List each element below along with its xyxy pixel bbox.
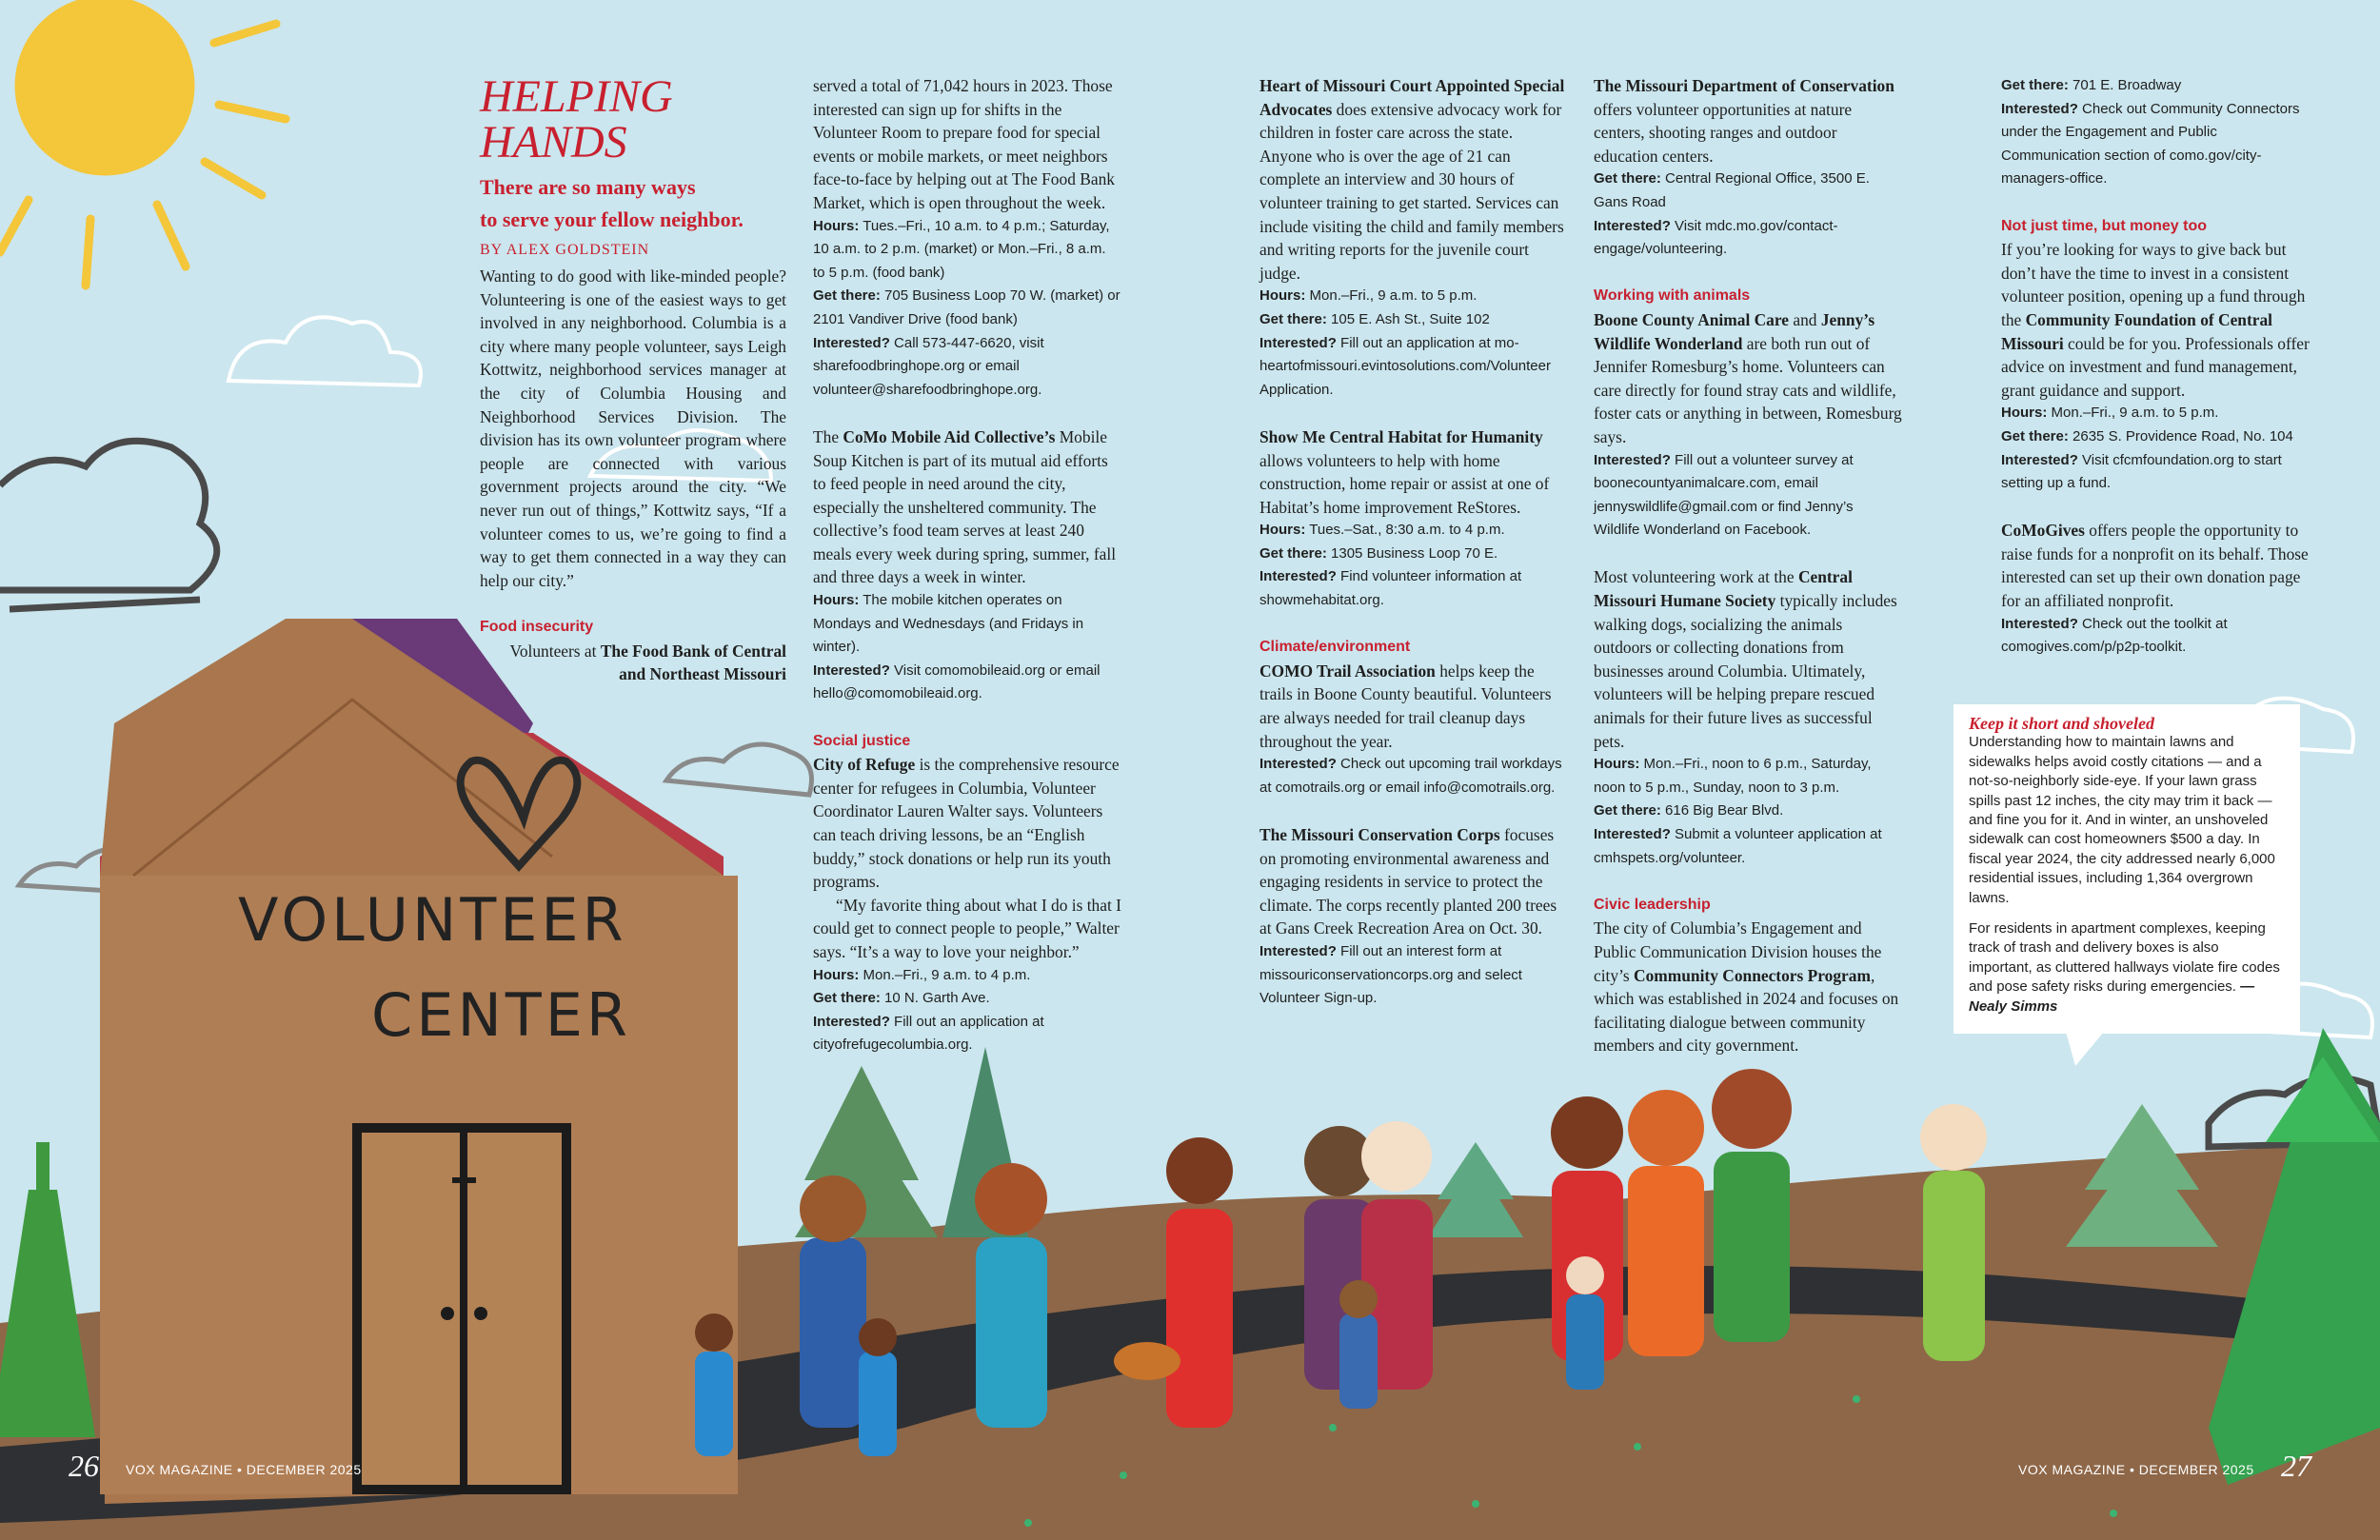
- food-bank-name: The Food Bank of Central and Northeast Missouri: [600, 641, 786, 684]
- food-bank-body: served a total of 71,042 hours in 2023. Those interested can sign up for shifts in the Volunteer Room to prepare food for special events or mobile markets, or meet neighbors face-to-face by helping out at The Food Bank Market, which is open throughout the week.: [813, 76, 1115, 212]
- interested-label: Interested?: [813, 334, 890, 351]
- refuge-get-there: [813, 987, 1121, 1011]
- humane-post: typically includes walking dogs, socializing the animals outdoors or collecting donations from businesses around Columbia. Ultimately, volunteers will be helping prepare rescued animals for their future lives as successful pets.: [1594, 591, 1897, 751]
- interested-label: Interested?: [1594, 217, 1671, 234]
- casa-hours: [1259, 285, 1566, 308]
- como-interested: [813, 660, 1121, 706]
- deck-line-2: to serve your fellow neighbor.: [480, 207, 744, 231]
- get-there-label: Get there:: [1259, 310, 1327, 327]
- gives-post: offers people the opportunity to raise funds for a nonprofit on its behalf. Those interested can set up their own donation page for an affiliated nonprofit.: [2001, 521, 2309, 611]
- hours-label: Hours:: [1259, 522, 1306, 539]
- refuge-hours: [813, 964, 1121, 988]
- interested-text: Visit comomobileaid.org or email hello@comomobileaid.org.: [813, 661, 1101, 702]
- get-there-label: Get there:: [813, 287, 881, 305]
- civic-paragraph: [1594, 917, 1902, 1057]
- habitat-hours: [1259, 519, 1566, 543]
- hours-text: The mobile kitchen operates on Mondays and Wednesdays (and Fridays in winter).: [813, 592, 1084, 656]
- interested-label: Interested?: [2001, 451, 2078, 468]
- interested-text: Visit cfcmfoundation.org to start setting up a fund.: [2001, 451, 2282, 492]
- gives-name: CoMoGives: [2001, 521, 2085, 541]
- habitat-post: allows volunteers to help with home construction, home repair or assist at one of Habitat’s home improvement ReStores.: [1259, 450, 1550, 517]
- interested-text: Fill out an application at mo-heartofmissouri.evintosolutions.com/Volunteer Application.: [1259, 334, 1551, 398]
- interested-text: Check out upcoming trail workdays at comotrails.org or email info@comotrails.org.: [1259, 756, 1562, 796]
- sidebar-paragraph-2-text: For residents in apartment complexes, keeping track of trash and delivery boxes is also important, as cluttered hallways violate fire codes and pose safety risks during emergencies.: [1969, 920, 2280, 996]
- money-name: Community Foundation of Central Missouri: [2001, 309, 2273, 353]
- money-pre: If you’re looking for ways to give back but don’t have the time to invest in a consistent volunteer position, opening up a fund through the: [2001, 240, 2306, 329]
- interested-label: Interested?: [1259, 942, 1337, 959]
- sidebar-title: Keep it short and shoveled: [1969, 714, 2155, 733]
- food-bank-interested: [813, 332, 1121, 403]
- interested-label: Interested?: [1259, 756, 1337, 773]
- get-there-label: Get there:: [1259, 544, 1327, 562]
- como-mobile-paragraph: [813, 425, 1121, 589]
- interested-text: Fill out an interest form at missouriconservationcorps.org and select Volunteer Sign-up.: [1259, 942, 1522, 1007]
- folio-left: VOX MAGAZINE • DECEMBER 2025: [126, 1462, 362, 1477]
- como-post: Mobile Soup Kitchen is part of its mutual aid efforts to feed people in need around the city, especially the unsheltered community. The collective’s food team serves at least 240 meals every week during spring, summer, fall and three days a week in winter.: [813, 426, 1117, 587]
- animal-and: and: [1789, 309, 1821, 329]
- money-interested: [2001, 449, 2310, 496]
- refuge-paragraph: [813, 753, 1121, 894]
- title-line-1: HELPING: [480, 71, 673, 122]
- hours-label: Hours:: [813, 966, 860, 983]
- como-hours: [813, 589, 1121, 660]
- sun-drawing: [0, 0, 286, 286]
- intro-paragraph: Wanting to do good with like-minded people? Volunteering is one of the easiest ways to get involved in any neighborhood. Columbia is a city where many people volunteer, says Leigh Kottwitz, neighborhood services manager at the city of Columbia Housing and Neighborhood Services Division. The division has its own volunteer program where people are connected with various government projects around the city. “We never run out of things,” Kottwitz says, “If a volunteer comes to us, we’re going to find a way to get them connected in a way they can help our city.”: [480, 267, 786, 590]
- animal-interested: [1594, 449, 1902, 543]
- refuge-interested: [813, 1011, 1121, 1057]
- section-head-food-insecurity: Food insecurity: [480, 618, 594, 635]
- trail-paragraph: [1259, 660, 1566, 753]
- get-there-text: 616 Big Bear Blvd.: [1660, 802, 1784, 819]
- hours-label: Hours:: [2001, 405, 2048, 422]
- habitat-interested: [1259, 565, 1566, 612]
- humane-paragraph: [1594, 565, 1902, 753]
- civic-pre: The city of Columbia’s Engagement and Public Communication Division houses the city’s: [1594, 918, 1882, 985]
- money-paragraph: [2001, 238, 2310, 402]
- mdc-post: offers volunteer opportunities at nature centers, shooting ranges and outdoor education centers.: [1594, 99, 1853, 166]
- mdc-name: The Missouri Department of Conservation: [1594, 76, 1894, 95]
- trail-post: helps keep the trails in Boone County beautiful. Volunteers are always needed for trail cleanup days throughout the year.: [1259, 661, 1552, 751]
- article-column-1: [480, 71, 786, 686]
- civic-name: Community Connectors Program: [1634, 965, 1871, 985]
- habitat-get-there: [1259, 543, 1566, 566]
- casa-post: does extensive advocacy work for children in foster care across the state. Anyone who is over the age of 21 can complete an interview and 30 hours of volunteer training to get started. Services can include visiting the child and family members and writing reports for the juvenile court judge.: [1259, 99, 1564, 283]
- sidebar-credit: — Nealy Simms: [1969, 978, 2255, 1015]
- section-head-money: Not just time, but money too: [2001, 217, 2207, 234]
- interested-text: Fill out an application at cityofrefugecolumbia.org.: [813, 1013, 1044, 1054]
- money-get-there: [2001, 425, 2310, 449]
- hours-text: Mon.–Fri., noon to 6 p.m., Saturday, noon to 5 p.m., Sunday, noon to 3 p.m.: [1594, 756, 1872, 796]
- volunteer-center-house: [100, 619, 738, 1504]
- page-number-right: 27: [2281, 1449, 2311, 1483]
- hours-label: Hours:: [1259, 287, 1306, 305]
- article-column-2: [813, 74, 1121, 1057]
- trail-name: COMO Trail Association: [1259, 661, 1436, 681]
- interested-text: Submit a volunteer application at cmhspets.org/volunteer.: [1594, 826, 1882, 866]
- interested-label: Interested?: [1594, 826, 1671, 842]
- corps-post: focuses on promoting environmental awareness and engaging residents in service to protect the climate. The corps recently planted 200 trees at Gans Creek Recreation Area on Oct. 30.: [1259, 825, 1557, 938]
- get-there-label: Get there:: [1594, 802, 1661, 819]
- get-there-label: Get there:: [2001, 77, 2069, 93]
- folio-right: VOX MAGAZINE • DECEMBER 2025: [2018, 1462, 2254, 1477]
- sidebar-box: [1954, 704, 2300, 1034]
- hours-text: Mon.–Fri., 9 a.m. to 5 p.m.: [2047, 405, 2219, 422]
- hours-text: Tues.–Fri., 10 a.m. to 4 p.m.; Saturday, 10 a.m. to 2 p.m. (market) or Mon.–Fri., 8 a.m. to 5 p.m. (food bank): [813, 217, 1110, 281]
- mdc-paragraph: [1594, 74, 1902, 168]
- get-there-text: Central Regional Office, 3500 E. Gans Road: [1594, 170, 1870, 210]
- interested-text: Visit mdc.mo.gov/contact-engage/volunteering.: [1594, 217, 1838, 258]
- section-head-climate: Climate/environment: [1259, 639, 1411, 656]
- como-pre: The: [813, 426, 843, 446]
- gives-interested: [2001, 613, 2310, 660]
- gives-paragraph: [2001, 519, 2310, 612]
- money-post: could be for you. Professionals offer advice on investment and fund management, grant guidance and support.: [2001, 333, 2310, 400]
- get-there-text: 2635 S. Providence Road, No. 104: [2068, 427, 2293, 444]
- food-bank-paragraph: [480, 640, 786, 686]
- hours-text: Mon.–Fri., 9 a.m. to 5 p.m.: [1305, 287, 1478, 305]
- article-column-3: [1259, 74, 1566, 1011]
- sidebar-pointer: [2066, 1032, 2104, 1070]
- corps-interested: [1259, 940, 1566, 1011]
- interested-text: Check out Community Connectors under the Engagement and Public Communication section of como.gov/city-managers-office.: [2001, 100, 2300, 188]
- refuge-name: City of Refuge: [813, 755, 916, 775]
- interested-text: Fill out a volunteer survey at boonecountyanimalcare.com, email jennyswildlife@gmail.com or find Jenny’s Wildlife Wonderland on Facebook.: [1594, 451, 1854, 539]
- humane-pre: Most volunteering work at the: [1594, 567, 1798, 587]
- casa-name: Heart of Missouri Court Appointed Special Advocates: [1259, 76, 1565, 119]
- sidebar-paragraph-2: [1969, 919, 2285, 1017]
- hours-label: Hours:: [1594, 756, 1640, 773]
- como-name: CoMo Mobile Aid Collective’s: [843, 426, 1056, 446]
- mdc-get-there: [1594, 168, 1902, 214]
- food-bank-get-there: [813, 285, 1121, 331]
- get-there-label: Get there:: [813, 990, 881, 1007]
- refuge-quote: “My favorite thing about what I do is that I could get to connect people to people,” Walter says. “It’s a way to love your neighbor.”: [813, 895, 1121, 961]
- interested-label: Interested?: [2001, 100, 2078, 117]
- habitat-name: Show Me Central Habitat for Humanity: [1259, 426, 1543, 446]
- animal-name-2: Jenny’s Wildlife Wonderland: [1594, 309, 1875, 353]
- interested-label: Interested?: [813, 1013, 890, 1030]
- sidebar-paragraph-1: Understanding how to maintain lawns and sidewalks helps avoid costly citations — and a not-so-neighborly side-eye. If your lawn grass spills past 12 inches, the city may trim it back — and fine you for it. And in winter, an unshoveled sidewalk can cost homeowners $500 a day. In fiscal year 2024, the city addressed nearly 6,000 residential issues, including 1,364 overgrown lawns.: [1969, 734, 2275, 906]
- interested-text: Check out the toolkit at comogives.com/p/p2p-toolkit.: [2001, 615, 2228, 656]
- sign-volunteer: VOLUNTEER: [238, 885, 627, 955]
- humane-name: Central Missouri Humane Society: [1594, 567, 1853, 611]
- casa-paragraph: [1259, 74, 1566, 285]
- sign-center: CENTER: [371, 980, 631, 1050]
- hours-label: Hours:: [813, 592, 860, 609]
- corps-paragraph: [1259, 823, 1566, 940]
- hours-label: Hours:: [813, 217, 860, 234]
- byline: BY ALEX GOLDSTEIN: [480, 242, 650, 258]
- section-head-animals: Working with animals: [1594, 287, 1751, 305]
- corps-name: The Missouri Conservation Corps: [1259, 825, 1500, 844]
- food-bank-pre: Volunteers at: [509, 641, 601, 661]
- hours-text: Mon.–Fri., 9 a.m. to 4 p.m.: [859, 966, 1031, 983]
- get-there-text: 10 N. Garth Ave.: [880, 990, 990, 1007]
- interested-text: Find volunteer information at showmehabitat.org.: [1259, 568, 1522, 609]
- animal-paragraph: [1594, 308, 1902, 449]
- interested-label: Interested?: [813, 661, 890, 679]
- article-column-5: [2001, 74, 2310, 660]
- civic-get-there: [2001, 74, 2310, 98]
- habitat-paragraph: [1259, 425, 1566, 519]
- get-there-label: Get there:: [2001, 427, 2069, 444]
- civic-interested: [2001, 98, 2310, 191]
- get-there-label: Get there:: [1594, 170, 1661, 188]
- interested-label: Interested?: [2001, 615, 2078, 632]
- get-there-text: 105 E. Ash St., Suite 102: [1326, 310, 1490, 327]
- money-hours: [2001, 402, 2310, 425]
- casa-interested: [1259, 332, 1566, 403]
- hours-text: Tues.–Sat., 8:30 a.m. to 4 p.m.: [1305, 522, 1505, 539]
- title-line-2: HANDS: [480, 117, 627, 168]
- get-there-text: 701 E. Broadway: [2068, 77, 2182, 93]
- interested-label: Interested?: [1594, 451, 1671, 468]
- get-there-text: 1305 Business Loop 70 E.: [1326, 544, 1498, 562]
- food-bank-hours: [813, 215, 1121, 286]
- interested-label: Interested?: [1259, 568, 1337, 585]
- get-there-text: 705 Business Loop 70 W. (market) or 2101 Vandiver Drive (food bank): [813, 287, 1121, 327]
- section-head-social-justice: Social justice: [813, 732, 911, 749]
- interested-text: Call 573-447-6620, visit sharefoodbringhope.org or email volunteer@sharefoodbringhope.org.: [813, 334, 1044, 398]
- section-head-civic: Civic leadership: [1594, 896, 1711, 913]
- civic-post: , which was established in 2024 and focuses on facilitating dialogue between community members and city government.: [1594, 965, 1899, 1056]
- article-title: [480, 71, 786, 168]
- animal-post: are both run out of Jennifer Romesburg’s home. Volunteers can care directly for found stray cats and wildlife, foster cats or anything in between, Romesburg says.: [1594, 333, 1902, 446]
- humane-interested: [1594, 823, 1902, 870]
- humane-hours: [1594, 753, 1902, 800]
- deck-line-1: There are so many ways: [480, 175, 696, 199]
- page-number-left: 26: [69, 1449, 99, 1483]
- casa-get-there: [1259, 308, 1566, 332]
- article-column-4: [1594, 74, 1902, 1057]
- animal-name-1: Boone County Animal Care: [1594, 309, 1790, 329]
- mdc-interested: [1594, 215, 1902, 262]
- refuge-post: is the comprehensive resource center for refugees in Columbia, Volunteer Coordinator Lauren Walter says. Volunteers can teach driving lessons, be an “English buddy,” stock donations or help run its youth programs.: [813, 755, 1120, 892]
- trail-interested: [1259, 753, 1566, 800]
- humane-get-there: [1594, 800, 1902, 823]
- interested-label: Interested?: [1259, 334, 1337, 351]
